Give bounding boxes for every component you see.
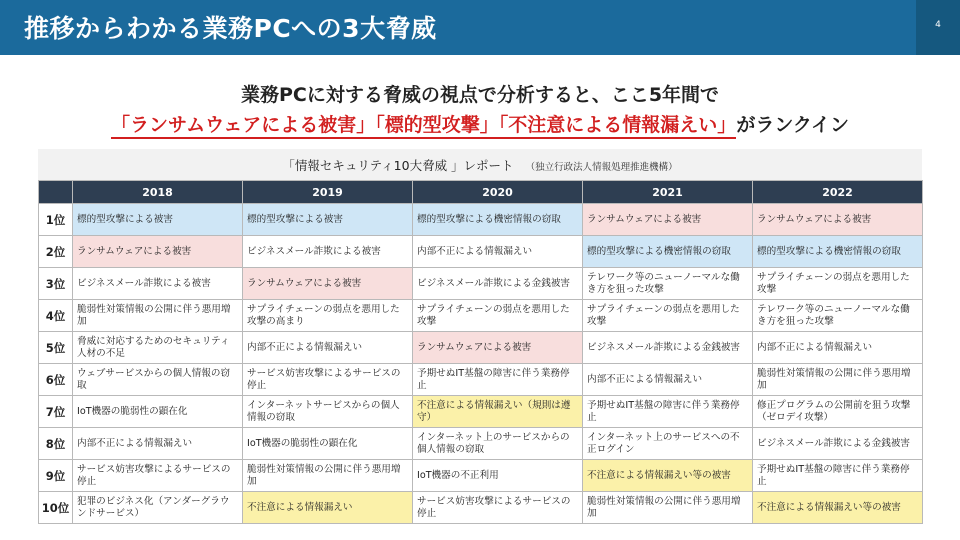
threat-cell: 不注意による情報漏えい等の被害 <box>583 460 753 492</box>
threat-cell: 内部不正による情報漏えい <box>753 332 923 364</box>
column-header: 2022 <box>753 181 923 204</box>
threat-cell: 不注意による情報漏えい <box>243 492 413 524</box>
threat-cell: ウェブサービスからの個人情報の窃取 <box>73 364 243 396</box>
threat-cell: ランサムウェアによる被害 <box>413 332 583 364</box>
report-source: （独立行政法人情報処理推進機構） <box>525 162 678 173</box>
threat-cell: 標的型攻撃による被害 <box>243 204 413 236</box>
threat-cell: 不注意による情報漏えい等の被害 <box>753 492 923 524</box>
threat-cell: 内部不正による情報漏えい <box>243 332 413 364</box>
threat-cell: インターネット上のサービスからの個人情報の窃取 <box>413 428 583 460</box>
threat-cell: テレワーク等のニューノーマルな働き方を狙った攻撃 <box>583 268 753 300</box>
threat-cell: IoT機器の脆弱性の顕在化 <box>73 396 243 428</box>
table-corner-cell <box>39 181 73 204</box>
threat-cell: 脆弱性対策情報の公開に伴う悪用増加 <box>73 300 243 332</box>
threat-cell: ビジネスメール詐欺による金銭被害 <box>413 268 583 300</box>
threat-cell: 内部不正による情報漏えい <box>73 428 243 460</box>
threat-cell: 予期せぬIT基盤の障害に伴う業務停止 <box>583 396 753 428</box>
threat-cell: 脅威に対応するためのセキュリティ人材の不足 <box>73 332 243 364</box>
rank-cell: 3位 <box>39 268 73 300</box>
threat-cell: サプライチェーンの弱点を悪用した攻撃 <box>753 268 923 300</box>
threat-cell: 標的型攻撃による機密情報の窃取 <box>413 204 583 236</box>
rank-cell: 4位 <box>39 300 73 332</box>
threat-cell: ビジネスメール詐欺による金銭被害 <box>583 332 753 364</box>
table-row <box>39 268 923 300</box>
page-number: 4 <box>935 20 941 30</box>
table-row <box>39 492 923 524</box>
threat-cell: 不注意による情報漏えい（規則は遵守） <box>413 396 583 428</box>
rank-cell: 10位 <box>39 492 73 524</box>
threat-cell: サービス妨害攻撃によるサービスの停止 <box>243 364 413 396</box>
rank-cell: 8位 <box>39 428 73 460</box>
rank-cell: 6位 <box>39 364 73 396</box>
threat-cell: 標的型攻撃による被害 <box>73 204 243 236</box>
report-title-line <box>0 156 960 174</box>
column-header: 2020 <box>413 181 583 204</box>
table-header-row <box>39 181 923 204</box>
threat-cell: 内部不正による情報漏えい <box>583 364 753 396</box>
threat-cell: 標的型攻撃による機密情報の窃取 <box>583 236 753 268</box>
threat-cell: サプライチェーンの弱点を悪用した攻撃 <box>413 300 583 332</box>
rank-cell: 9位 <box>39 460 73 492</box>
threat-cell: インターネット上のサービスへの不正ログイン <box>583 428 753 460</box>
threat-cell: 予期せぬIT基盤の障害に伴う業務停止 <box>413 364 583 396</box>
table-row <box>39 460 923 492</box>
rank-cell: 5位 <box>39 332 73 364</box>
threat-cell: テレワーク等のニューノーマルな働き方を狙った攻撃 <box>753 300 923 332</box>
report-title: 「情報セキュリティ10大脅威 」レポート <box>282 158 514 173</box>
threat-cell: 内部不正による情報漏えい <box>413 236 583 268</box>
page-number-box <box>916 0 960 55</box>
threat-cell: IoT機器の脆弱性の顕在化 <box>243 428 413 460</box>
threat-cell: サービス妨害攻撃によるサービスの停止 <box>73 460 243 492</box>
threat-cell: ビジネスメール詐欺による被害 <box>73 268 243 300</box>
threat-cell: ビジネスメール詐欺による被害 <box>243 236 413 268</box>
threat-cell: ランサムウェアによる被害 <box>583 204 753 236</box>
column-header: 2021 <box>583 181 753 204</box>
rank-cell: 2位 <box>39 236 73 268</box>
table-row <box>39 364 923 396</box>
highlight-tail: がランクイン <box>736 114 849 136</box>
threat-cell: インターネットサービスからの個人情報の窃取 <box>243 396 413 428</box>
threat-cell: 脆弱性対策情報の公開に伴う悪用増加 <box>583 492 753 524</box>
threat-cell: ランサムウェアによる被害 <box>753 204 923 236</box>
table-row <box>39 236 923 268</box>
threat-cell: サプライチェーンの弱点を悪用した攻撃の高まり <box>243 300 413 332</box>
column-header: 2018 <box>73 181 243 204</box>
threat-cell: 脆弱性対策情報の公開に伴う悪用増加 <box>753 364 923 396</box>
highlight-threats: 「ランサムウェアによる被害」「標的型攻撃」「不注意による情報漏えい」 <box>111 114 736 139</box>
table-row <box>39 204 923 236</box>
threat-cell: ビジネスメール詐欺による金銭被害 <box>753 428 923 460</box>
threat-cell: サービス妨害攻撃によるサービスの停止 <box>413 492 583 524</box>
column-header: 2019 <box>243 181 413 204</box>
threat-cell: サプライチェーンの弱点を悪用した攻撃 <box>583 300 753 332</box>
threat-cell: 標的型攻撃による機密情報の窃取 <box>753 236 923 268</box>
subtitle: 業務PCに対する脅威の視点で分析すると、ここ5年間で <box>240 84 720 106</box>
header-bar <box>0 0 960 55</box>
highlight-line <box>0 110 960 137</box>
threat-cell: 犯罪のビジネス化（アンダーグラウンドサービス） <box>73 492 243 524</box>
threat-ranking-table <box>38 180 923 524</box>
threat-cell: ランサムウェアによる被害 <box>243 268 413 300</box>
table-row <box>39 428 923 460</box>
threat-cell: ランサムウェアによる被害 <box>73 236 243 268</box>
threat-cell: IoT機器の不正利用 <box>413 460 583 492</box>
rank-cell: 7位 <box>39 396 73 428</box>
table-row <box>39 332 923 364</box>
table-row <box>39 396 923 428</box>
threat-cell: 脆弱性対策情報の公開に伴う悪用増加 <box>243 460 413 492</box>
slide-title: 推移からわかる業務PCへの3大脅威 <box>24 14 437 43</box>
rank-cell: 1位 <box>39 204 73 236</box>
table-row <box>39 300 923 332</box>
threat-cell: 予期せぬIT基盤の障害に伴う業務停止 <box>753 460 923 492</box>
threat-cell: 修正プログラムの公開前を狙う攻撃（ゼロデイ攻撃） <box>753 396 923 428</box>
